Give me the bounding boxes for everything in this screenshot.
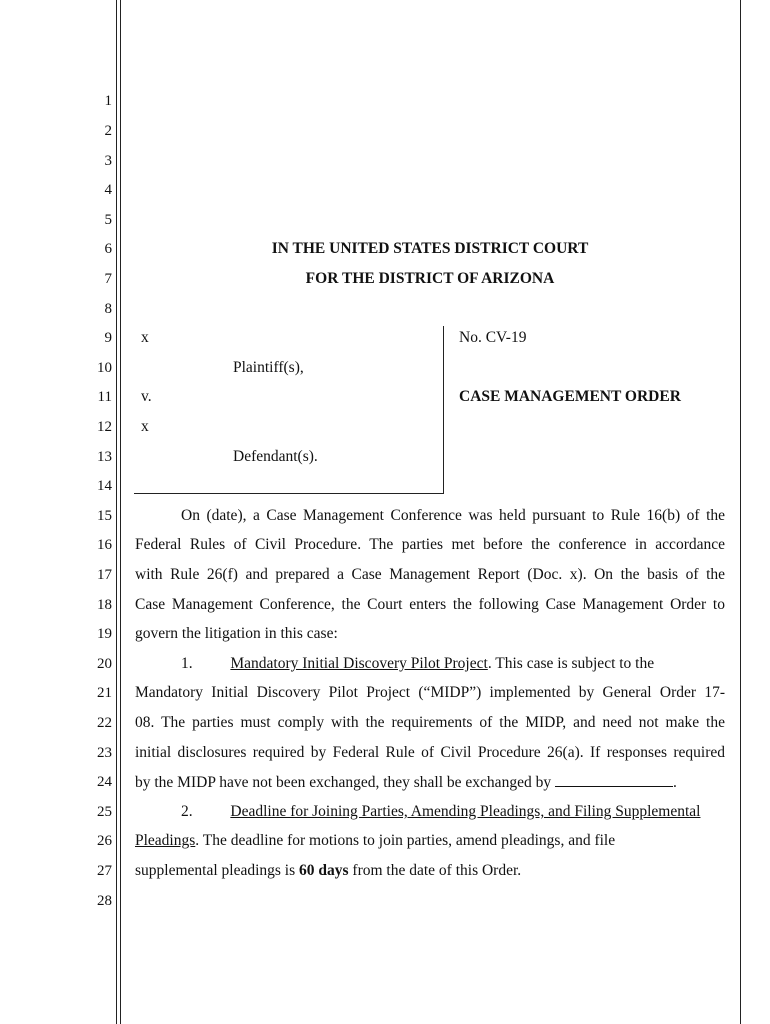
line-number: 3 [104, 153, 112, 169]
line-number: 25 [97, 804, 112, 820]
date-blank [555, 773, 673, 787]
line-number: 4 [104, 182, 112, 198]
case-number: No. CV-19 [459, 329, 527, 346]
line-number: 10 [97, 360, 112, 376]
court-name: IN THE UNITED STATES DISTRICT COURT [271, 240, 589, 257]
item-1-heading-line [181, 655, 725, 673]
line-number: 26 [97, 833, 112, 849]
item-2-line [135, 832, 725, 850]
plaintiff-label: Plaintiff(s), [233, 359, 304, 376]
item-2-heading: Deadline for Joining Parties, Amending Pleadings, and Filing Supplemental [230, 803, 701, 820]
item-1-last-line-end: . [672, 774, 677, 791]
line-number: 12 [97, 419, 112, 435]
line-number: 2 [104, 123, 112, 139]
line-number: 5 [104, 212, 112, 228]
item-2-heading-end: Pleadings [135, 832, 196, 849]
caption-divider-horizontal [134, 493, 444, 494]
item-2-text-pre: supplemental pleadings is [135, 862, 300, 879]
caption-divider-vertical [443, 326, 444, 494]
line-number: 21 [97, 685, 112, 701]
item-2-line [135, 862, 725, 880]
line-number: 17 [97, 567, 112, 583]
line-number: 16 [97, 537, 112, 553]
item-1-line: 08. The parties must comply with the requirements of the MIDP, and need not make the [135, 714, 725, 731]
item-2-number: 2. [181, 803, 193, 820]
line-number: 9 [104, 330, 112, 346]
line-number: 20 [97, 656, 112, 672]
line-number: 6 [104, 241, 112, 257]
item-1-last-line-text: by the MIDP have not been exchanged, they shall be exchanged by [135, 774, 552, 791]
intro-line: Case Management Conference, the Court enters the following Case Management Order to [135, 596, 725, 613]
item-1-last-line [135, 773, 725, 792]
line-number: 27 [97, 863, 112, 879]
item-1-line: Mandatory Initial Discovery Pilot Project (“MIDP”) implemented by General Order 17- [135, 684, 725, 701]
line-number: 7 [104, 271, 112, 287]
item-1-number: 1. [181, 655, 193, 672]
line-number: 28 [97, 893, 112, 909]
intro-line: Federal Rules of Civil Procedure. The parties met before the conference in accordance [135, 536, 725, 553]
item-2-heading-line [181, 803, 725, 821]
line-number: 8 [104, 301, 112, 317]
left-margin-rule-inner [120, 0, 121, 1024]
line-number: 24 [97, 774, 112, 790]
versus-label: v. [141, 388, 152, 405]
court-district: FOR THE DISTRICT OF ARIZONA [305, 270, 555, 287]
line-number: 1 [104, 93, 112, 109]
defendant-label: Defendant(s). [233, 448, 318, 465]
line-number: 23 [97, 745, 112, 761]
line-number: 13 [97, 449, 112, 465]
item-2-deadline: 60 days [299, 862, 349, 879]
item-2-text-post: from the date of this Order. [348, 862, 522, 879]
defendant-name: x [141, 418, 149, 435]
line-number: 15 [97, 508, 112, 524]
item-1-heading-tail: . This case is subject to the [487, 655, 655, 672]
body-line [181, 507, 725, 525]
line-number: 19 [97, 626, 112, 642]
line-number: 18 [97, 597, 112, 613]
item-1-line: initial disclosures required by Federal Rule of Civil Procedure 26(a). If responses required [135, 744, 725, 761]
line-number: 11 [97, 389, 112, 405]
right-margin-rule [740, 0, 741, 1024]
item-1-heading: Mandatory Initial Discovery Pilot Project [230, 655, 488, 672]
left-margin-rule [116, 0, 117, 1024]
line-number: 22 [97, 715, 112, 731]
line-number: 14 [97, 478, 112, 494]
item-2-line-tail: . The deadline for motions to join parties, amend pleadings, and file [195, 832, 616, 849]
intro-line: with Rule 26(f) and prepared a Case Management Report (Doc. x). On the basis of the [135, 566, 725, 583]
plaintiff-name: x [141, 329, 149, 346]
intro-line: On (date), a Case Management Conference was held pursuant to Rule 16(b) of the [181, 507, 725, 524]
document-title: CASE MANAGEMENT ORDER [459, 388, 681, 405]
intro-line: govern the litigation in this case: [135, 625, 338, 642]
